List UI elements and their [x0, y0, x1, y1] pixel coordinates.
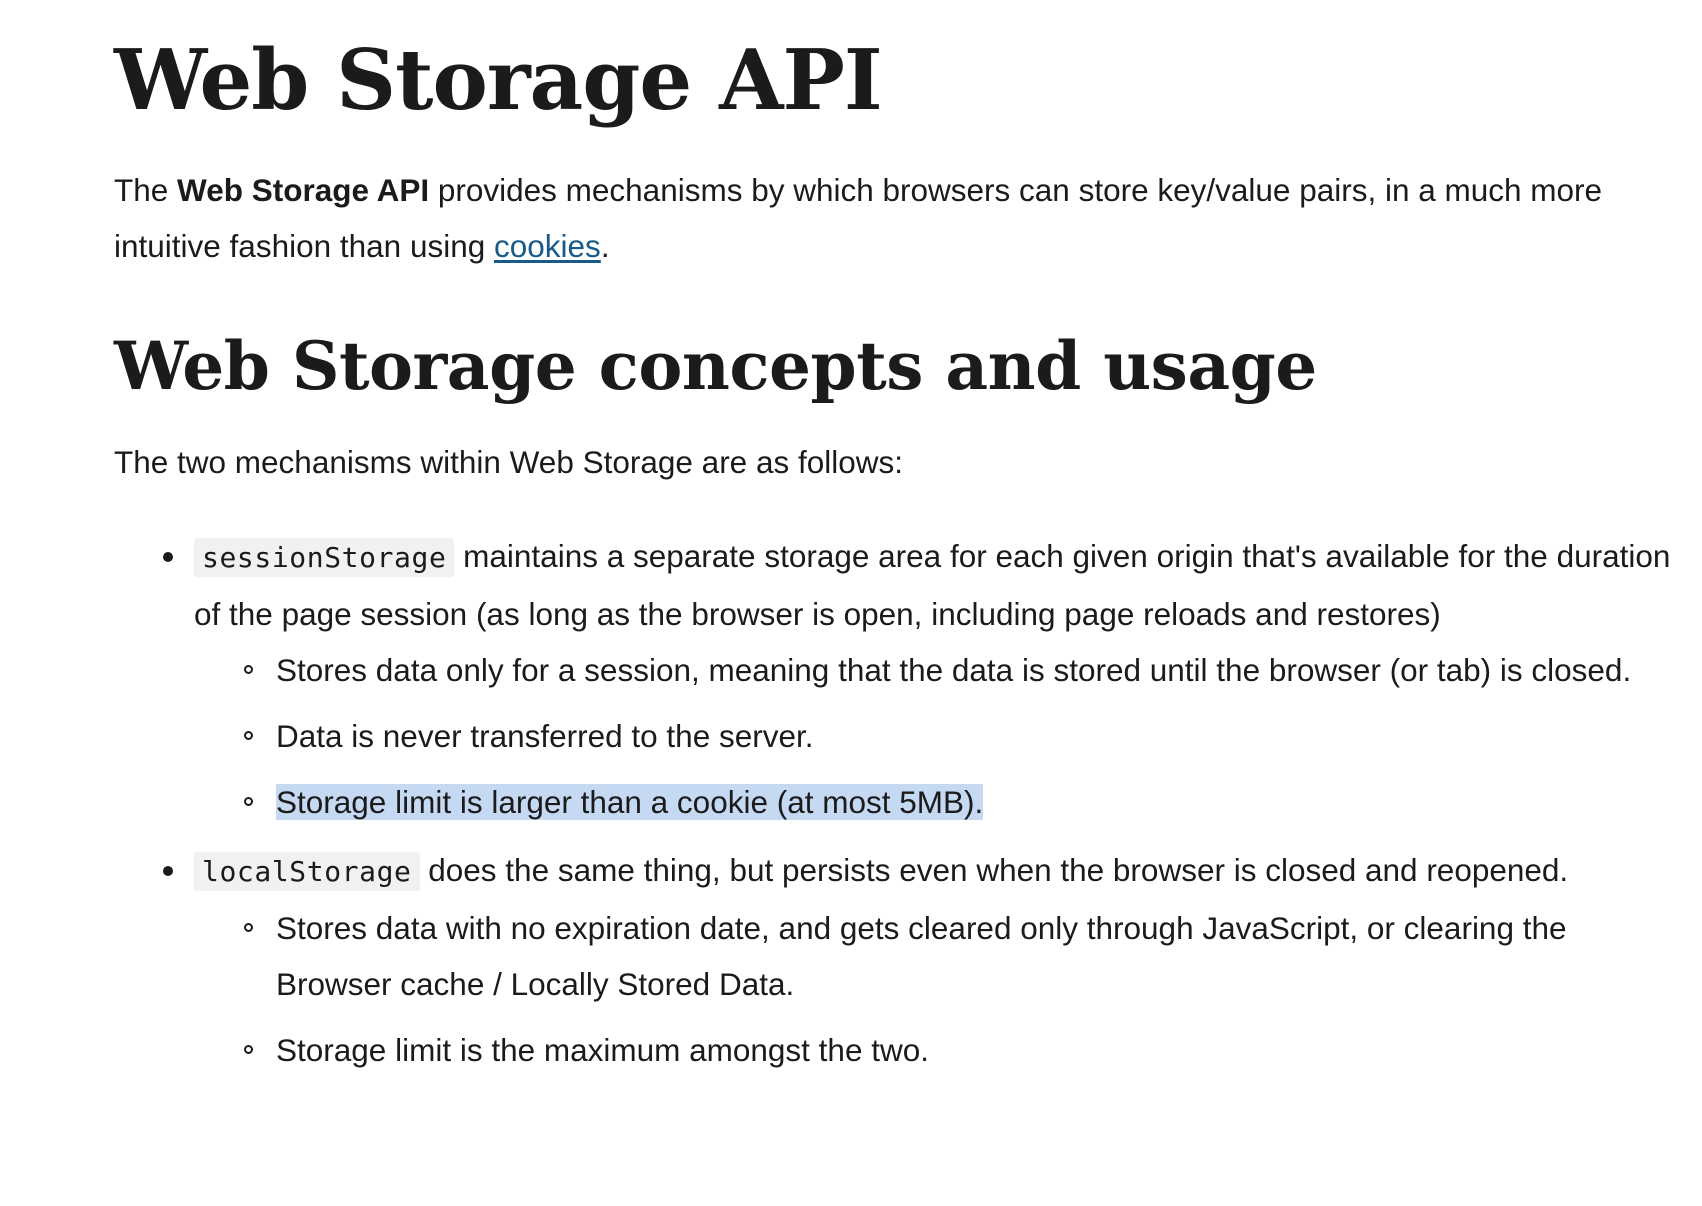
sublist-item [194, 642, 1674, 698]
local-storage-sublist [194, 900, 1674, 1078]
mechanisms-list [114, 528, 1671, 1078]
selected-text[interactable]: Storage limit is larger than a cookie (at most 5MB). [276, 784, 984, 820]
circle-bullet-icon [244, 731, 253, 740]
circle-bullet-icon [244, 797, 253, 806]
intro-prefix: The [114, 172, 178, 208]
sublist-item-text: Data is never transferred to the server. [276, 718, 814, 754]
section-heading: Web Storage concepts and usage [114, 327, 1317, 405]
list-item-session-storage [114, 528, 1674, 830]
sublist-item-text: Storage limit is the maximum amongst the two. [276, 1032, 929, 1068]
intro-suffix: . [600, 228, 610, 264]
sublist-item-text: Stores data only for a session, meaning that the data is stored until the browser (or tab) is closed. [276, 652, 1632, 688]
sublist-item [194, 900, 1674, 1012]
sublist-item [194, 1022, 1674, 1078]
cookies-link[interactable]: cookies [494, 228, 601, 264]
circle-bullet-icon [244, 1045, 253, 1054]
list-item-local-storage [114, 842, 1674, 1078]
circle-bullet-icon [244, 665, 253, 674]
page-title: Web Storage API [114, 31, 882, 129]
session-storage-code: sessionStorage [194, 538, 454, 577]
circle-bullet-icon [244, 923, 253, 932]
intro-paragraph [114, 162, 1634, 274]
bullet-icon [163, 866, 173, 876]
local-storage-description: does the same thing, but persists even when the browser is closed and reopened. [419, 852, 1569, 888]
session-storage-sublist [194, 642, 1674, 830]
local-storage-code: localStorage [194, 852, 420, 891]
sublist-item-text: Stores data with no expiration date, and gets cleared only through JavaScript, or clearing the Browser cache / Locally Stored Data. [276, 910, 1567, 1002]
intro-bold-term: Web Storage API [177, 172, 430, 208]
sublist-item [194, 708, 1674, 764]
sublist-item [194, 774, 1674, 830]
section-lead: The two mechanisms within Web Storage are as follows: [114, 444, 904, 480]
session-storage-description: maintains a separate storage area for each given origin that's available for the duration of the page session (as long as the browser is open, including page reloads and restores) [194, 538, 1671, 632]
intro-middle: provides mechanisms by which browsers can store key/value pairs, in a much more intuitive fashion than using [114, 172, 1603, 264]
bullet-icon [163, 552, 173, 562]
